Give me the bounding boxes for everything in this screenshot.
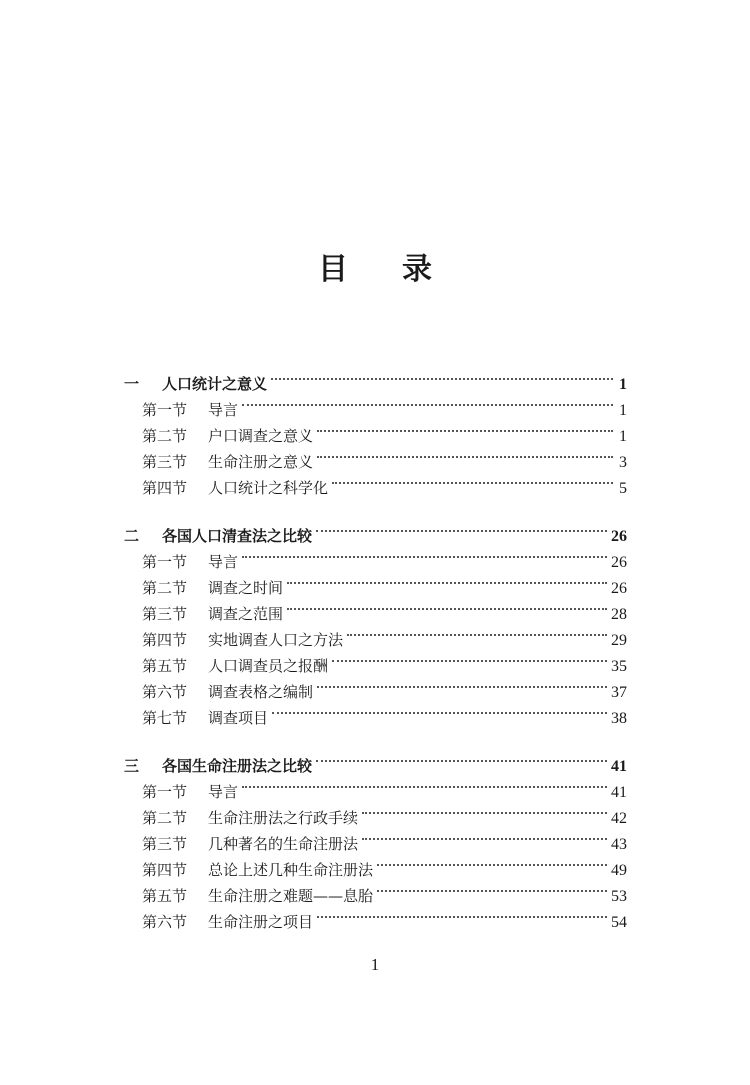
section-number: 第四节: [142, 861, 188, 879]
dot-leader: [271, 363, 613, 389]
section-title: 实地调查人口之方法: [208, 631, 344, 649]
dot-leader: [317, 901, 607, 927]
section-title: 调查之范围: [208, 605, 284, 623]
chapter-number: 二: [124, 527, 140, 545]
section-number: 第五节: [142, 657, 188, 675]
page-ref: 26: [611, 554, 627, 571]
section-title: 户口调查之意义: [208, 427, 314, 445]
chapter-title: 各国生命注册法之比较: [162, 757, 313, 775]
section-number: 第五节: [142, 887, 188, 905]
chapter-entry[interactable]: [124, 363, 627, 393]
dot-leader: [316, 515, 607, 541]
chapter-number: 三: [124, 757, 140, 775]
dot-leader: [242, 771, 607, 797]
page-ref: 37: [611, 684, 627, 701]
section-number: 第二节: [142, 427, 188, 445]
section-title: 导言: [208, 401, 239, 419]
dot-leader: [287, 567, 607, 593]
chapter-entry[interactable]: [124, 745, 627, 775]
chapter-title: 人口统计之意义: [162, 375, 268, 393]
dot-leader: [377, 875, 607, 901]
section-title: 人口调查员之报酬: [208, 657, 329, 675]
page-ref: 41: [611, 784, 627, 801]
section-title: 总论上述几种生命注册法: [208, 861, 374, 879]
page-ref: 49: [611, 862, 627, 879]
dot-leader: [242, 389, 613, 415]
page-ref: 1: [619, 428, 627, 445]
section-number: 第三节: [142, 835, 188, 853]
section-number: 第六节: [142, 683, 188, 701]
title-char-2: 录: [402, 252, 432, 287]
title-char-1: 目: [318, 252, 348, 287]
page-ref: 54: [611, 914, 627, 931]
section-title: 生命注册之难题——息胎: [208, 887, 374, 905]
section-number: 第七节: [142, 709, 188, 727]
section-title: 人口统计之科学化: [208, 479, 329, 497]
page-ref: 1: [619, 376, 627, 393]
section-number: 第四节: [142, 631, 188, 649]
dot-leader: [317, 671, 607, 697]
page-ref: 1: [619, 402, 627, 419]
chapter-3: [124, 745, 627, 931]
dot-leader: [332, 467, 613, 493]
section-number: 第二节: [142, 809, 188, 827]
chapter-2: [124, 515, 627, 727]
section-title: 导言: [208, 553, 239, 571]
section-title: 导言: [208, 783, 239, 801]
chapter-title: 各国人口清查法之比较: [162, 527, 313, 545]
page-ref: 43: [611, 836, 627, 853]
page-ref: 3: [619, 454, 627, 471]
page-ref: 26: [611, 528, 627, 545]
dot-leader: [347, 619, 607, 645]
page-ref: 53: [611, 888, 627, 905]
page-ref: 42: [611, 810, 627, 827]
page-number: 1: [370, 955, 380, 974]
chapter-1: [124, 363, 627, 497]
section-title: 生命注册法之行政手续: [208, 809, 359, 827]
section-number: 第六节: [142, 913, 188, 931]
page-ref: 28: [611, 606, 627, 623]
section-title: 生命注册之项目: [208, 913, 314, 931]
dot-leader: [362, 797, 607, 823]
section-number: 第一节: [142, 783, 188, 801]
dot-leader: [317, 415, 613, 441]
section-number: 第二节: [142, 579, 188, 597]
dot-leader: [272, 697, 607, 723]
page-title: [0, 252, 750, 288]
dot-leader: [287, 593, 607, 619]
chapter-entry[interactable]: [124, 515, 627, 545]
page-ref: 35: [611, 658, 627, 675]
section-title: 调查表格之编制: [208, 683, 314, 701]
dot-leader: [332, 645, 607, 671]
page-ref: 5: [619, 480, 627, 497]
section-number: 第一节: [142, 401, 188, 419]
dot-leader: [242, 541, 607, 567]
page-ref: 29: [611, 632, 627, 649]
page-ref: 41: [611, 758, 627, 775]
section-number: 第四节: [142, 479, 188, 497]
section-number: 第一节: [142, 553, 188, 571]
section-title: 调查之时间: [208, 579, 284, 597]
dot-leader: [316, 745, 607, 771]
section-number: 第三节: [142, 605, 188, 623]
chapter-number: 一: [124, 375, 140, 393]
section-title: 调查项目: [208, 709, 269, 727]
dot-leader: [362, 823, 607, 849]
page-ref: 26: [611, 580, 627, 597]
section-title: 生命注册之意义: [208, 453, 314, 471]
table-of-contents: [124, 363, 627, 949]
page-ref: 38: [611, 710, 627, 727]
dot-leader: [377, 849, 607, 875]
section-number: 第三节: [142, 453, 188, 471]
dot-leader: [317, 441, 613, 467]
section-title: 几种著名的生命注册法: [208, 835, 359, 853]
